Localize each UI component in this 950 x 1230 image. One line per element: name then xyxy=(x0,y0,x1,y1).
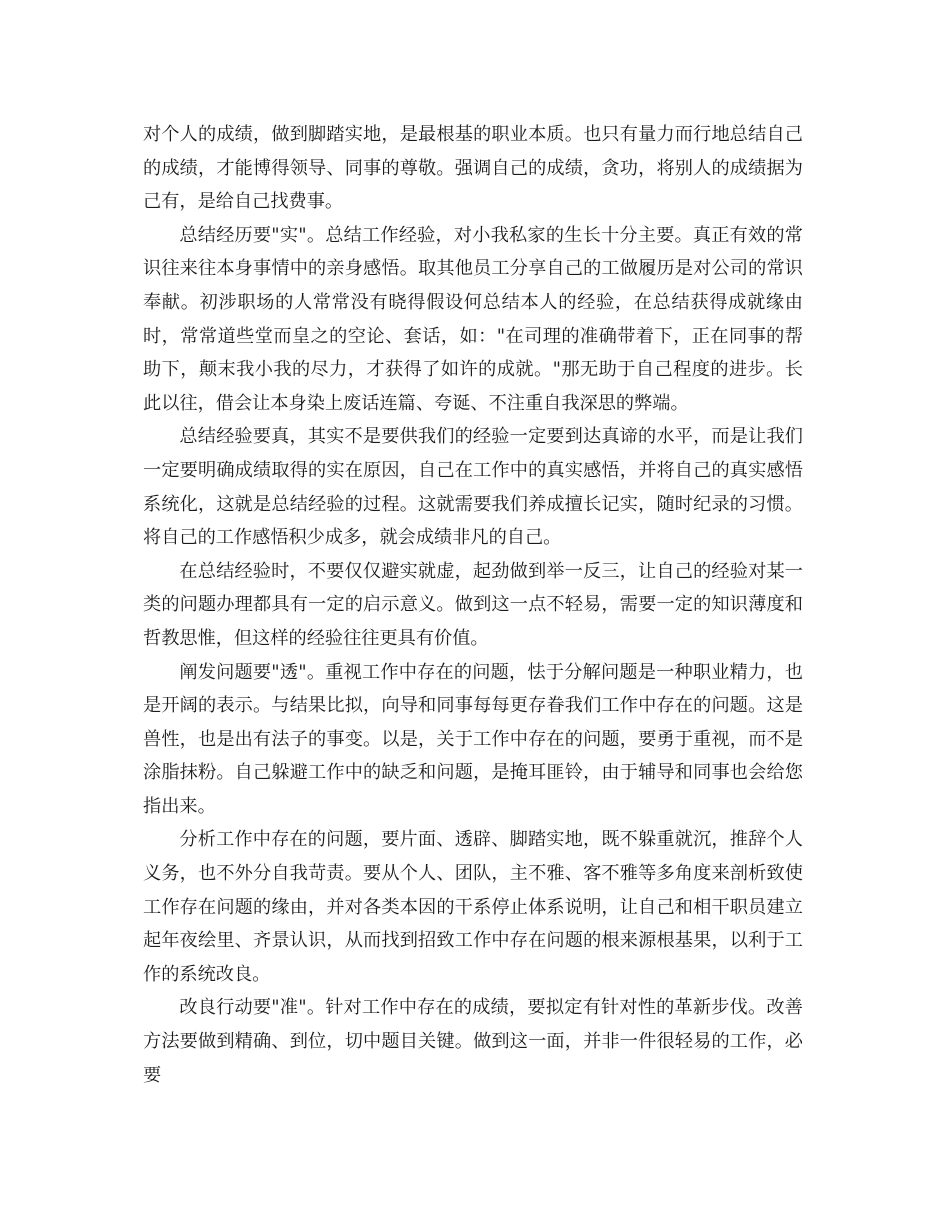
paragraph-6: 分析工作中存在的问题，要片面、透辟、脚踏实地，既不躲重就沉，推辞个人义务，也不外分自我苛责。要从个人、团队，主不雅、客不雅等多角度来剖析致使工作存在问题的缘由，并对各类本因的干系停止体系说明，让自己和相干职员建立起年夜绘里、齐景认识，从而找到招致工作中存在问题的根来源根基果，以利于工作的系统改良。 xyxy=(143,829,803,985)
paragraph-4: 在总结经验时，不要仅仅避实就虚，起劲做到举一反三，让自己的经验对某一类的问题办理都具有一定的启示意义。做到这一点不轻易，需要一定的知识薄度和哲教思惟，但这样的经验往往更具有价值。 xyxy=(143,560,803,649)
document-body xyxy=(143,118,803,1092)
paragraph-1: 对个人的成绩，做到脚踏实地，是最根基的职业本质。也只有量力而行地总结自己的成绩，才能博得领导、同事的尊敬。强调自己的成绩，贪功，将别人的成绩据为己有，是给自己找费事。 xyxy=(143,124,803,213)
paragraph-2: 总结经历要"实"。总结工作经验，对小我私家的生长十分主要。真正有效的常识往来往本身事情中的亲身感悟。取其他员工分享自己的工做履历是对公司的常识奉献。初涉职场的人常常没有晓得假设何总结本人的经验，在总结获得成就缘由时，常常道些堂而皇之的空论、套话，如："在司理的准确带着下，正在同事的帮助下，颠末我小我的尽力，才获得了如许的成就。"那无助于自己程度的进步。长此以往，借会让本身染上废话连篇、夸诞、不注重自我深思的弊端。 xyxy=(143,224,803,414)
paragraph-5: 阐发问题要"透"。重视工作中存在的问题，怯于分解问题是一种职业精力，也是开阔的表示。与结果比拟，向导和同事每每更存眷我们工作中存在的问题。这是兽性，也是出有法子的事变。以是，关于工作中存在的问题，要勇于重视，而不是涂脂抹粉。自己躲避工作中的缺乏和问题，是掩耳匪铃，由于辅导和同事也会给您指出来。 xyxy=(143,661,803,817)
paragraph-7: 改良行动要"准"。针对工作中存在的成绩，要拟定有针对性的革新步伐。改善方法要做到精确、到位，切中题目关键。做到这一面，并非一件很轻易的工作，必要 xyxy=(143,997,803,1086)
paragraph-3: 总结经验要真，其实不是要供我们的经验一定要到达真谛的水平，而是让我们一定要明确成绩取得的实在原因，自己在工作中的真实感悟，并将自己的真实感悟系统化，这就是总结经验的过程。这就需要我们养成擅长记实，随时纪录的习惯。将自己的工作感悟积少成多，就会成绩非凡的自己。 xyxy=(143,426,803,549)
